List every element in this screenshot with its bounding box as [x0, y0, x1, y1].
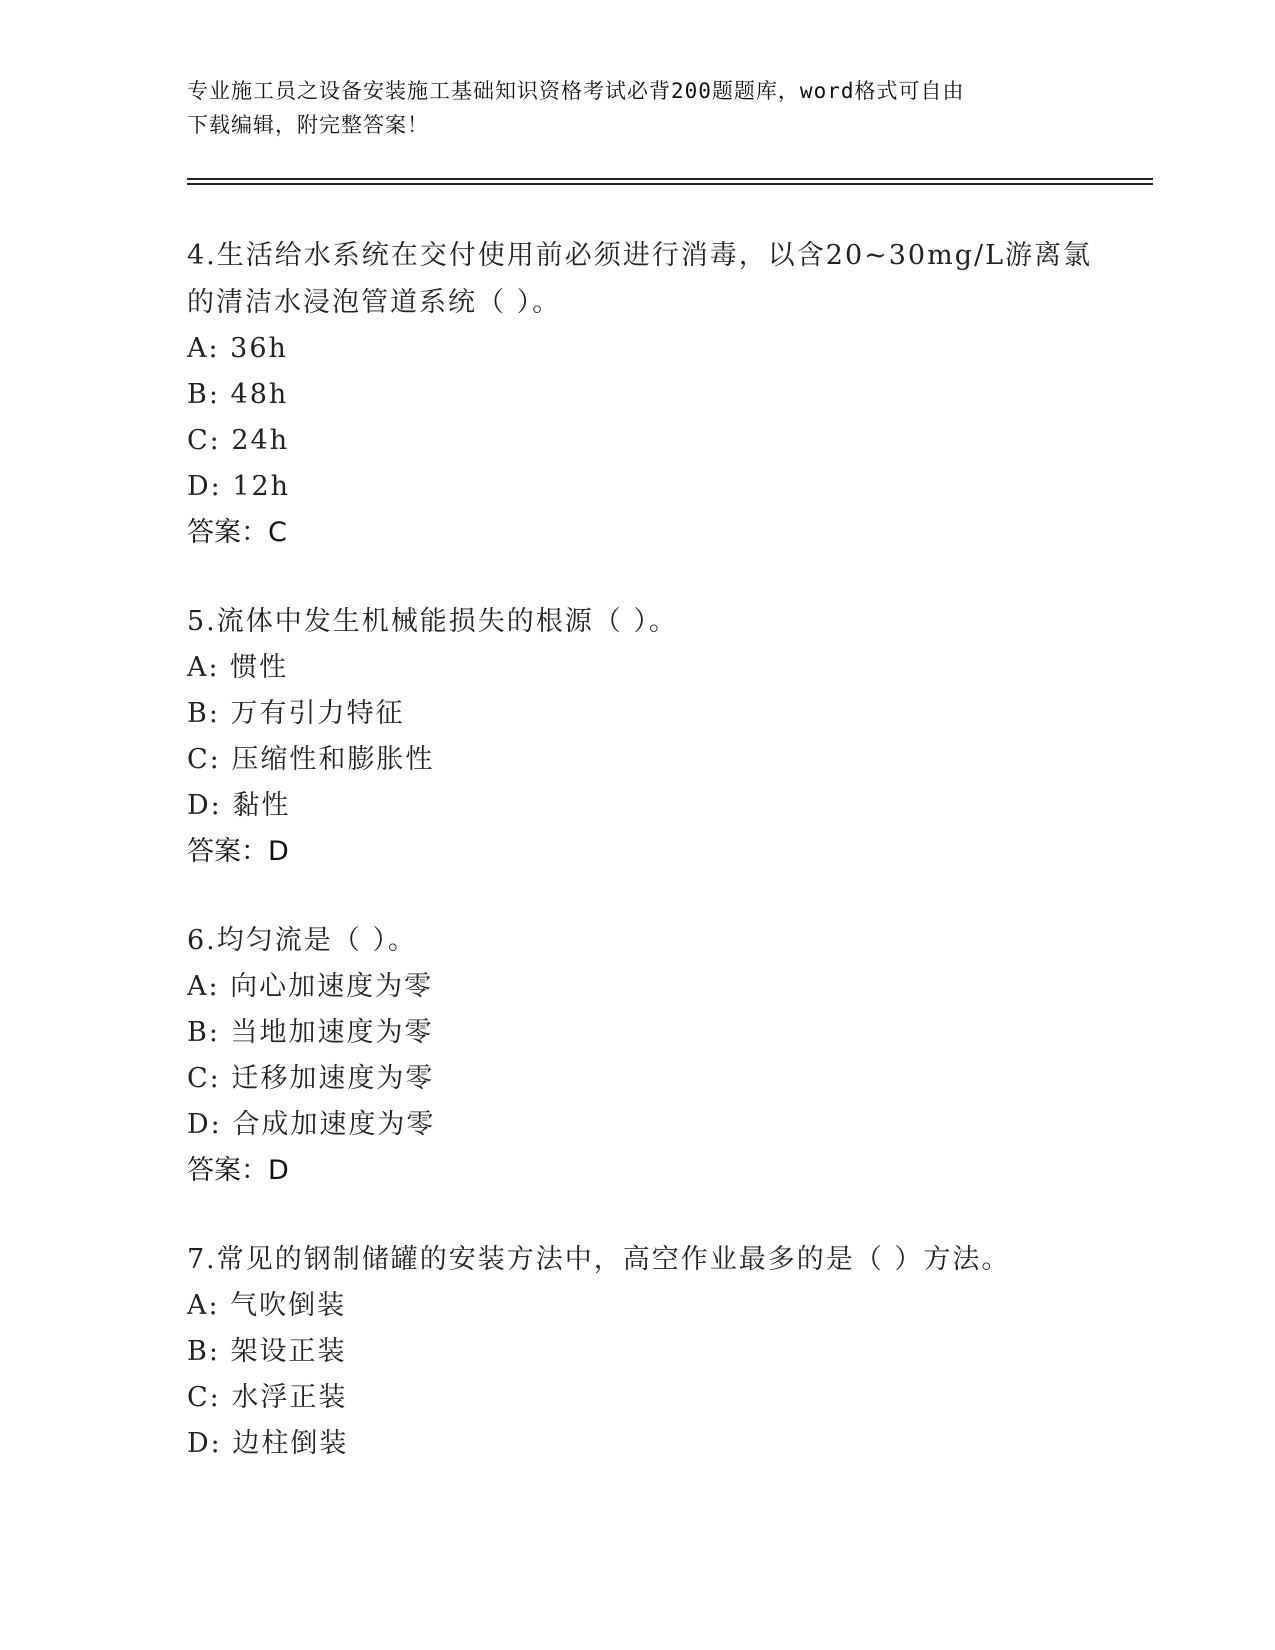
question-5-text: 5.流体中发生机械能损失的根源（ ）。: [187, 606, 678, 637]
question-6-answer: 答案：D: [187, 1155, 289, 1186]
question-4-option-a: A: 36h: [187, 333, 288, 364]
question-5-option-d: D: 黏性: [187, 790, 291, 821]
question-4-option-b: B: 48h: [187, 379, 289, 410]
question-4-answer: 答案：C: [187, 517, 287, 548]
question-list: [187, 232, 1147, 1509]
question-7: [187, 1236, 1147, 1467]
question-6-option-c: C: 迁移加速度为零: [187, 1063, 435, 1094]
document-header: [187, 74, 1087, 142]
question-5: [187, 598, 1147, 875]
question-4: [187, 232, 1147, 556]
question-7-option-d: D: 边柱倒装: [187, 1428, 349, 1459]
question-7-option-c: C: 水浮正装: [187, 1382, 348, 1413]
question-6-option-d: D: 合成加速度为零: [187, 1109, 436, 1140]
header-line-2: 下载编辑，附完整答案！: [187, 113, 429, 137]
header-divider-bottom: [187, 183, 1153, 185]
question-6-option-a: A: 向心加速度为零: [187, 971, 434, 1002]
question-7-option-a: A: 气吹倒装: [187, 1290, 347, 1321]
header-divider-top: [187, 178, 1153, 180]
question-6-option-b: B: 当地加速度为零: [187, 1017, 434, 1048]
question-5-option-a: A: 惯性: [187, 652, 289, 683]
question-4-option-d: D: 12h: [187, 471, 291, 502]
header-line-1: 专业施工员之设备安装施工基础知识资格考试必背200题题库，word格式可自由: [187, 79, 965, 103]
question-4-text-line-1: 4.生活给水系统在交付使用前必须进行消毒，以含20~30mg/L游离氯: [187, 240, 1093, 271]
question-6: [187, 917, 1147, 1194]
question-4-text-line-2: 的清洁水浸泡管道系统（ ）。: [187, 287, 562, 318]
question-5-option-b: B: 万有引力特征: [187, 698, 405, 729]
question-7-option-b: B: 架设正装: [187, 1336, 347, 1367]
question-7-text: 7.常见的钢制储罐的安装方法中，高空作业最多的是（ ）方法。: [187, 1244, 1011, 1275]
question-6-text: 6.均匀流是（ ）。: [187, 925, 417, 956]
question-4-option-c: C: 24h: [187, 425, 290, 456]
question-5-answer: 答案：D: [187, 836, 289, 867]
question-5-option-c: C: 压缩性和膨胀性: [187, 744, 435, 775]
